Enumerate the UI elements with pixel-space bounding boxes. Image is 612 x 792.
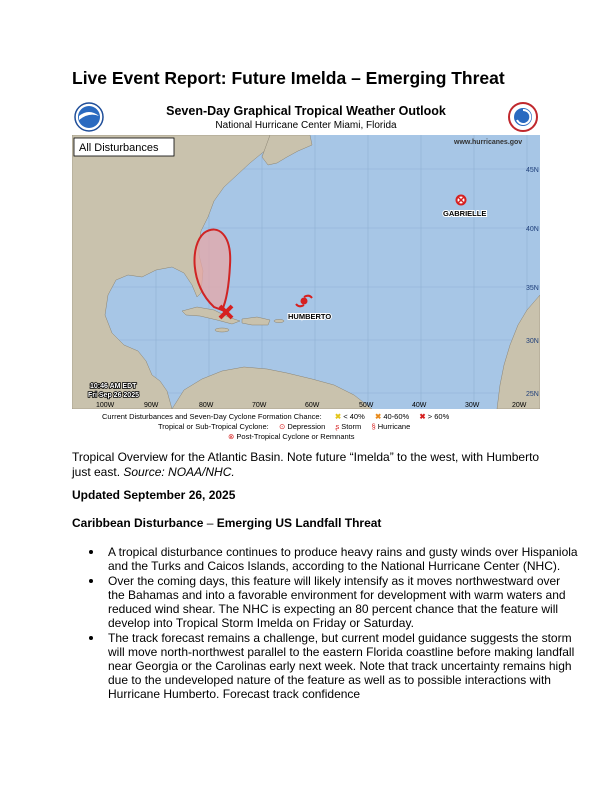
map-legend [72, 411, 540, 443]
section-dash: – [203, 516, 217, 530]
figure-caption [72, 450, 542, 480]
section-heading-main: Caribbean Disturbance [72, 516, 204, 530]
timestamp-date: Fri Sep 26 2025 [88, 392, 139, 399]
svg-text:90W: 90W [144, 402, 159, 409]
medium-chance-x-icon: ✖ [374, 412, 382, 421]
storm-icon: ʂ [335, 422, 340, 431]
svg-text:70W: 70W [252, 402, 267, 409]
atlantic-map [72, 135, 540, 409]
depression-icon: ⊙ [278, 422, 286, 431]
legend-low: < 40% [343, 412, 365, 421]
svg-text:20W: 20W [512, 402, 527, 409]
bullet-list [72, 545, 578, 702]
svg-text:25N: 25N [526, 391, 539, 398]
page-title: Live Event Report: Future Imelda – Emerging Threat [72, 68, 505, 88]
svg-text:80W: 80W [199, 402, 214, 409]
high-chance-x-icon: ✖ [419, 412, 426, 421]
updated-date: Updated September 26, 2025 [72, 488, 236, 502]
svg-text:50W: 50W [359, 402, 374, 409]
timestamp-time: 10:46 AM EDT [90, 383, 137, 390]
caption-source: Source: NOAA/NHC. [123, 465, 235, 479]
caption-text: Tropical Overview for the Atlantic Basin. Note future “Imelda” to the west, with Humberto just east. [72, 450, 540, 479]
legend-storm: Storm [341, 422, 362, 431]
legend-hurricane: Hurricane [377, 422, 411, 431]
svg-text:35N: 35N [526, 285, 539, 292]
svg-text:45N: 45N [526, 167, 539, 174]
legend-depression: Depression [287, 422, 326, 431]
list-item: Over the coming days, this feature will likely intensify as it moves northwestward over the Bahamas and into a favorable environment for development with warm waters and reduced wind shear. The NHC is expecting an 80 percent chance that the feature will develop into Tropical Storm Imelda on Friday or Saturday. [108, 574, 578, 630]
post-tropical-icon: ⊗ [228, 432, 235, 441]
svg-text:40N: 40N [526, 226, 539, 233]
low-chance-x-icon: ✖ [334, 412, 342, 421]
svg-text:30N: 30N [526, 338, 539, 345]
humberto-label: HUMBERTO [288, 312, 332, 321]
list-item: The track forecast remains a challenge, but current model guidance suggests the storm will move north-northwest parallel to the eastern Florida coastline before making landfall near Georgia or the Carolinas early next week. Note that track uncertainty remains high due to the undeveloped nature of the feature as well as to possible interactions with Hurricane Humberto. Forecast track confidence [108, 631, 578, 701]
website-label: www.hurricanes.gov [454, 139, 523, 146]
legend-high: > 60% [427, 412, 450, 421]
hurricane-icon: § [371, 422, 376, 431]
legend-line1: Current Disturbances and Seven-Day Cyclone Formation Chance: [102, 412, 322, 421]
svg-text:60W: 60W [305, 402, 320, 409]
legend-line2: Tropical or Sub-Tropical Cyclone: [158, 422, 269, 431]
all-disturbances-label: All Disturbances [79, 142, 159, 154]
map-subheading: National Hurricane Center Miami, Florida [215, 120, 397, 131]
gabrielle-label: GABRIELLE [443, 209, 487, 218]
svg-text:40W: 40W [412, 402, 427, 409]
list-item: A tropical disturbance continues to produce heavy rains and gusty winds over Hispaniola and the Turks and Caicos Islands, according to the National Hurricane Center (NHC). [108, 545, 578, 573]
legend-med: 40-60% [383, 412, 410, 421]
section-heading-sub: Emerging US Landfall Threat [216, 516, 382, 530]
svg-text:100W: 100W [96, 402, 115, 409]
outlook-map-figure [72, 99, 540, 443]
section-heading [72, 516, 381, 530]
nws-logo-icon [508, 102, 538, 132]
legend-line3: Post-Tropical Cyclone or Remnants [236, 432, 355, 441]
map-heading: Seven-Day Graphical Tropical Weather Outlook [166, 104, 446, 118]
post-tropical-gabrielle-icon [457, 196, 466, 205]
map-header [72, 99, 540, 135]
svg-text:30W: 30W [465, 402, 480, 409]
